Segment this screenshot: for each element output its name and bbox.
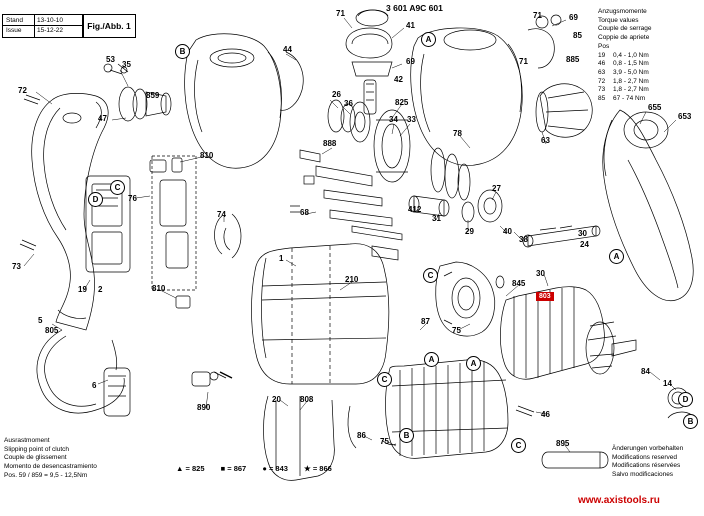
torque-val: 3,9 - 5,0 Nm (613, 69, 649, 77)
watermark-url: www.axistools.ru (578, 495, 660, 506)
callout-44: 44 (283, 45, 292, 54)
torque-pos-header: Pos (598, 43, 610, 51)
callout-805: 805 (45, 326, 59, 335)
callout-69b: 69 (406, 57, 415, 66)
issue-label: Issue (6, 27, 22, 34)
legend-843-text: = 843 (268, 464, 288, 473)
callout-27: 27 (492, 184, 501, 193)
mod-note-en: Modifications reserved (612, 453, 678, 461)
stand-value: 13-10-10 (37, 17, 64, 24)
clutch-note-es: Momento de desencastramiento (4, 463, 97, 471)
legend-866-text: = 866 (312, 464, 332, 473)
callout-895: 895 (556, 439, 570, 448)
mod-note-fr: Modifications réservées (612, 462, 681, 470)
callout-29: 29 (465, 227, 474, 236)
clutch-note-de: Ausrastmoment (4, 437, 50, 444)
callout-71: 71 (336, 9, 345, 18)
callout-808: 808 (300, 395, 314, 404)
clutch-note-en: Slipping point of clutch (4, 445, 70, 453)
callout-85: 85 (573, 31, 582, 40)
callout-24: 24 (580, 240, 589, 249)
callout-87: 87 (421, 317, 430, 326)
callout-72: 72 (18, 86, 27, 95)
ref-circle-a4: A (466, 356, 481, 371)
callout-890: 890 (197, 403, 211, 412)
torque-pos: 72 (598, 77, 606, 85)
ref-circle-c4: C (511, 438, 526, 453)
star-icon: ★ (304, 464, 311, 473)
mod-note-es: Salvo modificaciones (612, 471, 674, 479)
torque-val: 0,4 - 1,0 Nm (613, 51, 649, 59)
legend-item-866 (304, 464, 332, 473)
stand-label: Stand (6, 17, 23, 24)
mod-note-de: Änderungen vorbehalten (612, 445, 684, 452)
torque-val: 1,8 - 2,7 Nm (613, 86, 649, 94)
callout-210: 210 (345, 275, 359, 284)
ref-circle-a: A (421, 32, 436, 47)
torque-pos: 85 (598, 94, 606, 102)
callout-78: 78 (453, 129, 462, 138)
callout-38: 38 (519, 235, 528, 244)
callout-76: 76 (128, 194, 137, 203)
callout-5: 5 (38, 316, 43, 325)
torque-val: 67 - 74 Nm (613, 94, 646, 102)
clutch-note-block (4, 437, 97, 481)
callout-86: 86 (357, 431, 366, 440)
callout-810b: 810 (152, 284, 166, 293)
legend-item-843 (262, 464, 288, 473)
callout-33: 33 (407, 115, 416, 124)
callout-63: 63 (541, 136, 550, 145)
ref-circle-c3: C (377, 372, 392, 387)
callout-653: 653 (678, 112, 692, 121)
ref-circle-c2: C (423, 268, 438, 283)
callout-75b: 75 (380, 437, 389, 446)
torque-line-de: Anzugsmomente (598, 8, 647, 15)
callout-1: 1 (279, 254, 284, 263)
figure-label: Fig./Abb. 1 (82, 14, 136, 38)
part-number: 3 601 A9C 601 (386, 3, 443, 13)
callout-825: 825 (395, 98, 409, 107)
callout-31: 31 (432, 214, 441, 223)
callout-68: 68 (300, 208, 309, 217)
modifications-note-block (612, 445, 683, 480)
callout-53: 53 (106, 55, 115, 64)
callout-46: 46 (541, 410, 550, 419)
callout-42: 42 (394, 75, 403, 84)
square-icon: ■ (220, 464, 226, 473)
callout-71b: 71 (519, 57, 528, 66)
triangle-icon: ▲ (176, 464, 184, 473)
ref-circle-b3: B (683, 414, 698, 429)
legend-867-text: = 867 (227, 464, 247, 473)
torque-line-en: Torque values (598, 16, 639, 24)
callout-30b: 30 (536, 269, 545, 278)
callout-845: 845 (512, 279, 526, 288)
callout-30: 30 (578, 229, 587, 238)
callout-26: 26 (332, 90, 341, 99)
ref-circle-a2: A (609, 249, 624, 264)
ref-circle-c: C (110, 180, 125, 195)
callout-14: 14 (663, 379, 672, 388)
callout-74: 74 (217, 210, 226, 219)
callout-2: 2 (98, 285, 103, 294)
torque-val: 0,8 - 1,5 Nm (613, 60, 649, 68)
callout-41: 41 (406, 21, 415, 30)
callout-885: 885 (566, 55, 580, 64)
circle-icon: ● (262, 464, 267, 473)
callout-84: 84 (641, 367, 650, 376)
callout-69: 69 (569, 13, 578, 22)
legend-825-text: = 825 (185, 464, 205, 473)
torque-pos: 63 (598, 69, 606, 77)
torque-line-es: Coppie de apriete (598, 33, 650, 41)
callout-859: 859 (146, 91, 160, 100)
callout-75: 75 (452, 326, 461, 335)
clutch-note-fr: Couple de glissement (4, 454, 67, 462)
callout-412: 412 (408, 205, 422, 214)
callout-6: 6 (92, 381, 97, 390)
torque-pos: 46 (598, 60, 606, 68)
callout-35: 35 (122, 60, 131, 69)
callout-36: 36 (344, 99, 353, 108)
issue-value: 15-12-22 (37, 27, 64, 34)
callout-34: 34 (389, 115, 398, 124)
ref-circle-d2: D (678, 392, 693, 407)
callout-71c: 71 (533, 11, 542, 20)
callout-810: 810 (200, 151, 214, 160)
callout-40: 40 (503, 227, 512, 236)
callout-73: 73 (12, 262, 21, 271)
legend-item-825 (176, 464, 205, 473)
ref-circle-a3: A (424, 352, 439, 367)
highlighted-part-803: 803 (536, 292, 554, 301)
clutch-note-value: Pos. 59 / 859 = 9,5 - 12,5Nm (4, 471, 88, 479)
callout-19: 19 (78, 285, 87, 294)
callout-20: 20 (272, 395, 281, 404)
ref-circle-b: B (175, 44, 190, 59)
ref-circle-b2: B (399, 428, 414, 443)
torque-val: 1,8 - 2,7 Nm (613, 77, 649, 85)
legend-item-867 (221, 464, 247, 473)
ref-circle-d: D (88, 192, 103, 207)
callout-888: 888 (323, 139, 337, 148)
callout-655: 655 (648, 103, 662, 112)
torque-pos: 73 (598, 86, 606, 94)
callout-47: 47 (98, 114, 107, 123)
symbol-legend (176, 464, 346, 473)
torque-pos: 19 (598, 51, 606, 59)
torque-line-fr: Couple de serrage (598, 25, 652, 33)
